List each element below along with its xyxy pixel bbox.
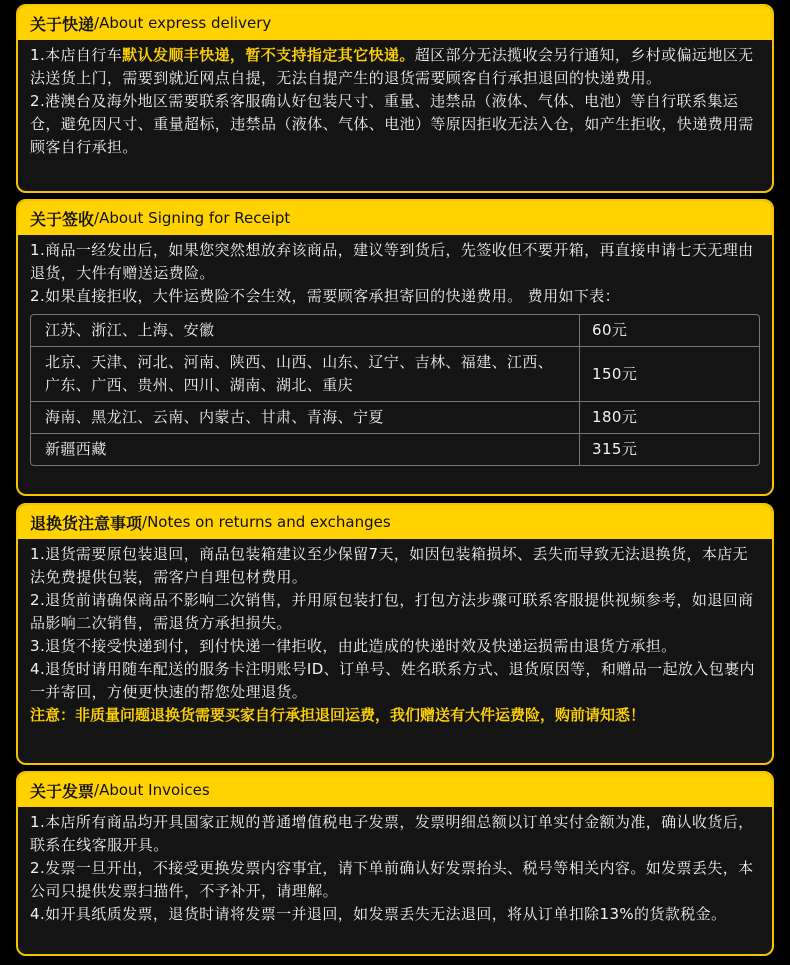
fee-table [30, 314, 760, 466]
table-row [31, 315, 759, 347]
fee-region: 海南、黑龙江、云南、内蒙古、甘肃、青海、宁夏 [31, 402, 580, 434]
invoice-paragraph-1: 1.本店所有商品均开具国家正规的普通增值税电子发票，发票明细总额以订单实付金额为准，确认收货后，联系在线客服开具。 [30, 813, 754, 854]
table-row [31, 402, 759, 434]
returns-paragraph-4: 4.退货时请用随车配送的服务卡注明账号ID、订单号、姓名联系方式、退货原因等，和赠品一起放入包裹内一并寄回，方便更快速的帮您处理退货。 [30, 660, 755, 701]
invoice-paragraph-2: 2.发票一旦开出，不接受更换发票内容事宜，请下单前确认好发票抬头、税号等相关内容。如发票丢失，本公司只提供发票扫描件，不予补开，请理解。 [30, 859, 754, 900]
fee-region: 新疆西藏 [31, 434, 580, 465]
table-row [31, 434, 759, 465]
express-title-en: /About express delivery [94, 14, 272, 32]
signing-title-zh: 关于签收 [30, 209, 95, 229]
express-section [16, 4, 774, 193]
invoice-section [16, 771, 774, 956]
returns-paragraph-3: 3.退货不接受快递到付，到付快递一律拒收，由此造成的快递时效及快递运损需由退货方承担。 [30, 637, 677, 655]
returns-section [16, 503, 774, 765]
express-header [18, 6, 772, 40]
fee-price: 315元 [592, 440, 638, 458]
signing-title-en: /About Signing for Receipt [94, 209, 291, 227]
signing-section [16, 199, 774, 496]
fee-price: 60元 [580, 315, 759, 347]
returns-header [18, 505, 772, 539]
returns-body [18, 539, 772, 727]
returns-title-en: /Notes on returns and exchanges [142, 513, 391, 531]
signing-body [18, 235, 772, 466]
returns-title-zh: 退换货注意事项 [30, 513, 143, 533]
returns-note: 注意：非质量问题退换货需要买家自行承担退回运费，我们赠送有大件运费险，购前请知悉！ [30, 706, 646, 724]
express-p1-highlight: 默认发顺丰快递，暂不支持指定其它快递。 [122, 46, 415, 64]
invoice-title-en: /About Invoices [94, 781, 210, 799]
signing-header [18, 201, 772, 235]
invoice-header [18, 773, 772, 807]
express-body [18, 40, 772, 159]
returns-paragraph-1: 1.退货需要原包装退回，商品包装箱建议至少保留7天，如因包装箱损坏、丢失而导致无法退换货，本店无法免费提供包装，需客户自理包材费用。 [30, 545, 749, 586]
express-p1-text-rest: 超区部分无法揽收会另行通知，乡村或偏远地区无法送货上门，需要到就近网点自提，无法自提产生的退货需要顾客自行承担退回的快递费用。 [30, 46, 754, 87]
invoice-title-zh: 关于发票 [30, 781, 95, 801]
fee-price: 150元 [580, 347, 759, 402]
fee-price: 180元 [580, 402, 759, 434]
invoice-body [18, 807, 772, 926]
fee-region: 北京、天津、河北、河南、陕西、山西、山东、辽宁、吉林、福建、江西、广东、广西、贵州、四川、湖南、湖北、重庆 [31, 347, 580, 402]
signing-paragraph-1: 1.商品一经发出后，如果您突然想放弃该商品，建议等到货后，先签收但不要开箱，再直接申请七天无理由退货，大件有赠送运费险。 [30, 241, 754, 282]
fee-region: 江苏、浙江、上海、安徽 [31, 315, 580, 347]
returns-paragraph-2: 2.退货前请确保商品不影响二次销售，并用原包装打包，打包方法步骤可联系客服提供视频参考，如退回商品影响二次销售，需退货方承担损失。 [30, 591, 754, 632]
express-paragraph-2: 2.港澳台及海外地区需要联系客服确认好包装尺寸、重量、违禁品（液体、气体、电池）等自行联系集运仓，避免因尺寸、重量超标，违禁品（液体、气体、电池）等原因拒收无法入仓，如产生拒收，快递费用需顾客自行承担。 [30, 92, 754, 156]
express-p1-text: 1.本店自行车 [30, 46, 123, 64]
signing-paragraph-2: 2.如果直接拒收，大件运费险不会生效，需要顾客承担寄回的快递费用。 费用如下表： [30, 287, 621, 305]
table-row [31, 347, 759, 402]
express-paragraph-1 [30, 44, 762, 90]
invoice-paragraph-3: 4.如开具纸质发票，退货时请将发票一并退回，如发票丢失无法退回，将从订单扣除13%的货款税金。 [30, 905, 727, 923]
express-title-zh: 关于快递 [30, 14, 95, 34]
